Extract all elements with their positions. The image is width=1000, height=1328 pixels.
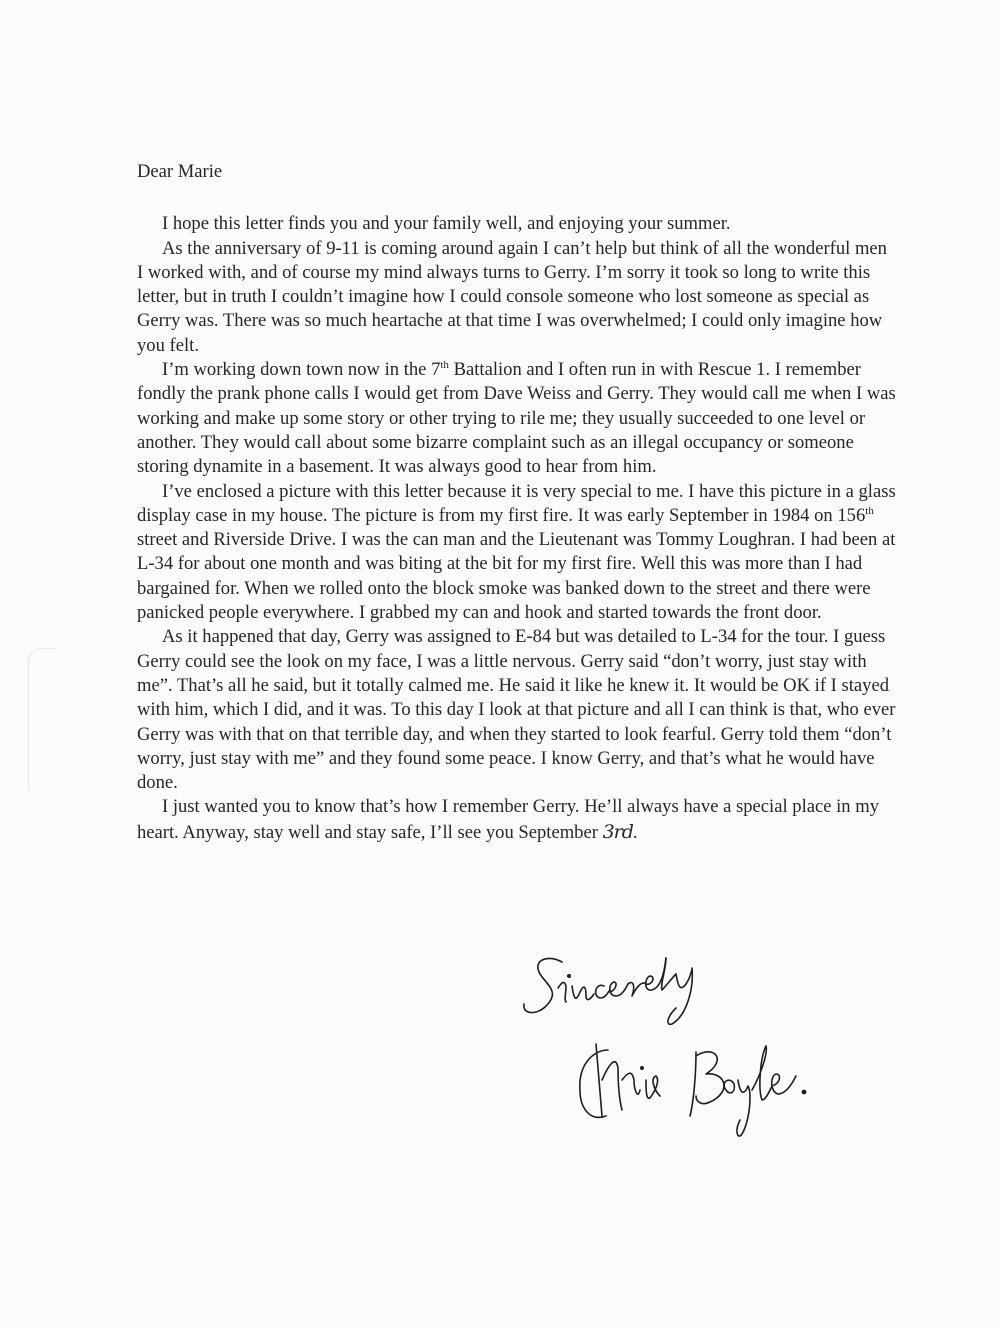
paragraph: [137, 480, 897, 626]
paragraph-text: I just wanted you to know that’s how I remember Gerry. He’ll always have a special place in my heart. Anyway, stay well and stay safe, I’ll see you September: [137, 796, 880, 843]
paragraph: [137, 358, 897, 479]
paragraph: [137, 795, 897, 845]
paragraph: I hope this letter finds you and your family well, and enjoying your summer.: [162, 213, 731, 235]
ordinal-suffix: th: [440, 359, 449, 372]
handwritten-date: 3rd: [602, 820, 633, 843]
salutation: Dear Marie: [137, 161, 223, 182]
paragraph: As the anniversary of 9-11 is coming around again I can’t help but think of all the wonderful men I worked with, and of course my mind always turns to Gerry. I’m sorry it took so long to write this letter, but in truth I couldn’t imagine how I could console someone who lost someone as special as Gerry was. There was so much heartache at that time I was overwhelmed; I could only imagine how you felt.: [137, 237, 887, 356]
paragraph-text: street and Riverside Drive. I was the can man and the Lieutenant was Tommy Loughran. I had been at L-34 for about one month and was biting at the bit for my first fire. Well this was more than I had bargained for. When we rolled onto the block smoke was banked down to the street and there were panicked people everywhere. I grabbed my can and hook and started towards the front door.: [137, 529, 896, 624]
letter-body: [137, 160, 897, 845]
paper-clip-impression: [28, 648, 57, 799]
paragraph-text: I’ve enclosed a picture with this letter because it is very special to me. I have this picture in a glass display case in my house. The picture is from my first fire. It was early September in 1984 on 156: [137, 480, 896, 526]
paragraph-text: I’m working down town now in the 7: [162, 359, 441, 381]
paragraph: As it happened that day, Gerry was assigned to E-84 but was detailed to L-34 for the tour. I guess Gerry could see the look on my face, I was a little nervous. Gerry said “don’t worry, just stay with me”. That’s all he said, but it totally calmed me. He said it like he knew it. It would be OK if I stayed with him, which I did, and it was. To this day I look at that picture and all I can think is that, who ever Gerry was with that on that terrible day, and when they started to look fearful. Gerry told them “don’t worry, just stay with me” and they found some peace. I know Gerry, and that’s what he would have done.: [137, 626, 896, 794]
ordinal-suffix: th: [865, 504, 874, 517]
paragraph-text: .: [632, 821, 638, 843]
paragraph-text: Battalion and I often run in with Rescue 1. I remember fondly the prank phone calls I would get from Dave Weiss and Gerry. They would call me when I was working and make up some story or other trying to rile me; they usually succeeded to one level or another. They would call about some bizarre complaint such as an illegal occupancy or someone storing dynamite in a basement. It was always good to hear from him.: [137, 359, 896, 478]
handwritten-signature: [500, 940, 880, 1150]
